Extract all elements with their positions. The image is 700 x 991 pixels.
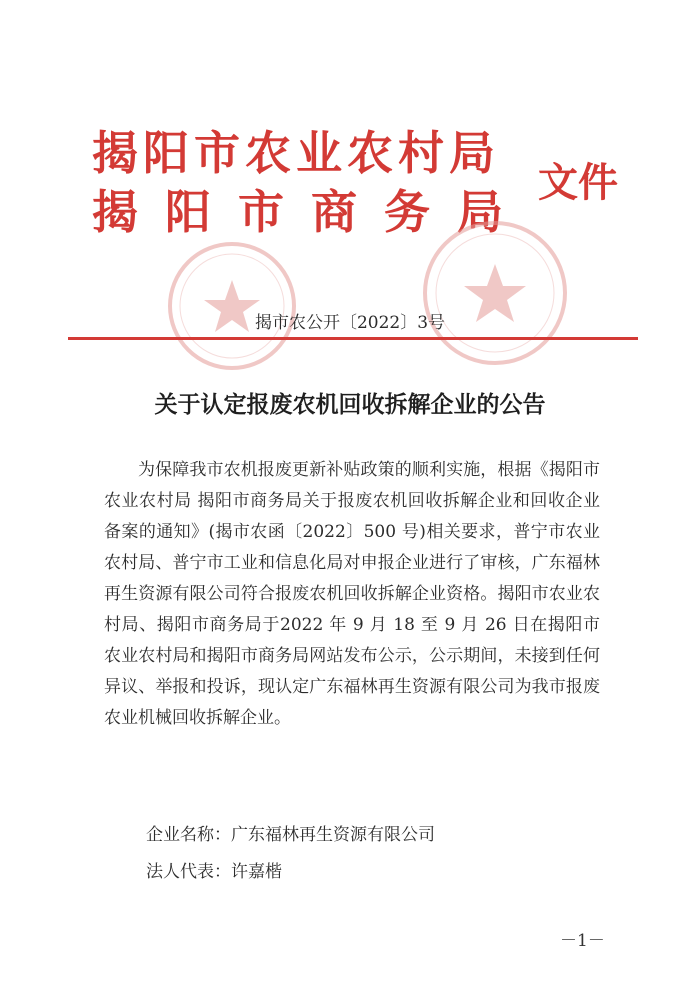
document-title: 关于认定报废农机回收拆解企业的公告 bbox=[154, 391, 546, 418]
issuer-line-1: 揭阳市农业农村局 bbox=[92, 126, 500, 180]
issuer-line-2: 揭阳市商务局 bbox=[92, 185, 530, 239]
legal-representative-line: 法人代表：许嘉楷 bbox=[146, 862, 282, 882]
page-number: －1－ bbox=[560, 931, 605, 951]
official-seal-right bbox=[420, 218, 570, 368]
body-paragraph: 为保障我市农机报废更新补贴政策的顺利实施，根据《揭阳市农业农村局 揭阳市商务局关于报废农机回收拆解企业和回收企业备案的通知》(揭市农函〔2022〕500 号)相关要求，普宁市农业农村局、普宁市工业和信息化局对申报企业进行了审核，广东福林再生资源有限公司符合报废农机回收拆解企业资格。揭阳市农业农村局、揭阳市商务局于2022 年 9 月 18 至 9 月 26 日在揭阳市农业农村局和揭阳市商务局网站发布公示，公示期间，未接到任何异议、举报和投诉，现认定广东福林再生资源有限公司为我市报废农业机械回收拆解企业。 bbox=[104, 460, 600, 728]
company-name-line: 企业名称：广东福林再生资源有限公司 bbox=[146, 825, 435, 845]
document-suffix: 文件 bbox=[538, 159, 618, 206]
red-divider bbox=[68, 337, 638, 340]
official-seal-left bbox=[166, 240, 298, 372]
body-text bbox=[104, 455, 600, 734]
document-number: 揭市农公开〔2022〕3号 bbox=[254, 313, 446, 333]
